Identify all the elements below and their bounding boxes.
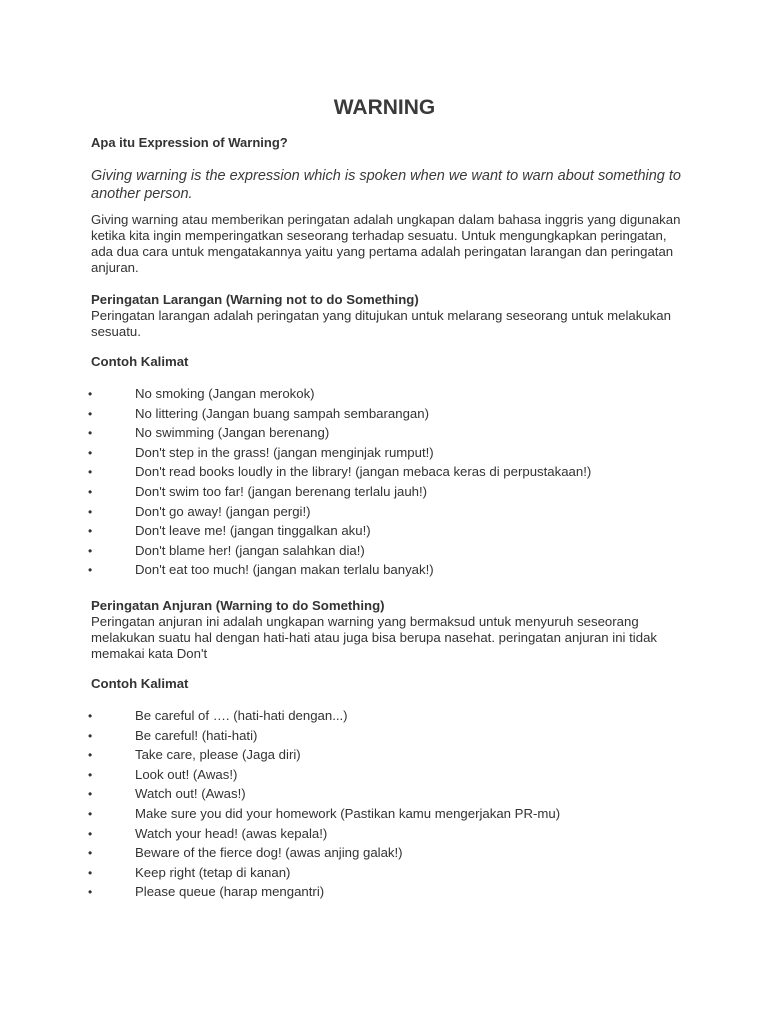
section-larangan-body: Peringatan larangan adalah peringatan yang ditujukan untuk melarang seseorang untuk melakukan sesuatu. xyxy=(91,308,671,339)
bullet-icon: • xyxy=(88,563,93,578)
list-item: • Make sure you did your homework (Pastikan kamu mengerjakan PR-mu) xyxy=(88,805,561,821)
list-item: • Watch your head! (awas kepala!) xyxy=(88,825,328,841)
list-item: • Watch out! (Awas!) xyxy=(88,786,246,802)
list-item: • Don't eat too much! (jangan makan terlalu banyak!) xyxy=(88,562,434,578)
question-heading: Apa itu Expression of Warning? xyxy=(91,135,288,150)
section-larangan xyxy=(91,292,689,340)
page-title: WARNING xyxy=(333,96,436,119)
bullet-icon: • xyxy=(88,728,93,743)
bullet-icon: • xyxy=(88,484,93,499)
section-anjuran-body: Peringatan anjuran ini adalah ungkapan warning yang bermaksud untuk menyuruh seseorang melakukan suatu hal dengan hati-hati atau juga bisa berupa nasehat. peringatan anjuran ini tidak memakai kata Don't xyxy=(91,614,657,661)
list-item: • Beware of the fierce dog! (awas anjing galak!) xyxy=(88,845,403,861)
list-item: • Don't step in the grass! (jangan menginjak rumput!) xyxy=(88,444,434,460)
list-item: • Don't leave me! (jangan tinggalkan aku!) xyxy=(88,523,371,539)
bullet-icon: • xyxy=(88,885,93,900)
bullet-icon: • xyxy=(88,806,93,821)
list-item: • No swimming (Jangan berenang) xyxy=(88,425,330,441)
list-item: • Don't blame her! (jangan salahkan dia!) xyxy=(88,542,365,558)
list-item: • Be careful! (hati-hati) xyxy=(88,727,258,743)
definition-text: Giving warning is the expression which is spoken when we want to warn about something to another person. xyxy=(91,168,681,202)
bullet-icon: • xyxy=(88,748,93,763)
bullet-icon: • xyxy=(88,709,93,723)
bullet-icon: • xyxy=(88,543,93,558)
bullet-icon: • xyxy=(88,865,93,880)
list-item: • Take care, please (Jaga diri) xyxy=(88,747,301,763)
list-item: • Keep right (tetap di kanan) xyxy=(88,864,291,880)
bullet-icon: • xyxy=(88,787,93,802)
section-anjuran-heading: Peringatan Anjuran (Warning to do Something) xyxy=(91,598,385,613)
bullet-icon: • xyxy=(88,445,93,460)
bullet-icon: • xyxy=(88,767,93,782)
bullet-icon: • xyxy=(88,387,93,401)
bullet-icon: • xyxy=(88,426,93,441)
bullet-icon: • xyxy=(88,826,93,841)
list-item: • Don't read books loudly in the library! (jangan mebaca keras di perpustakaan!) xyxy=(88,464,592,480)
examples-heading-larangan: Contoh Kalimat xyxy=(91,354,189,369)
section-larangan-heading: Peringatan Larangan (Warning not to do Something) xyxy=(91,292,419,307)
bullet-icon: • xyxy=(88,846,93,861)
list-item: • Please queue (harap mengantri) xyxy=(88,884,325,900)
examples-list-larangan xyxy=(88,386,691,582)
list-item: • Look out! (Awas!) xyxy=(88,766,238,782)
examples-heading-anjuran: Contoh Kalimat xyxy=(91,676,189,691)
bullet-icon: • xyxy=(88,465,93,480)
intro-paragraph: Giving warning atau memberikan peringatan adalah ungkapan dalam bahasa inggris yang digunakan ketika kita ingin memperingatkan seseorang terhadap sesuatu. Untuk mengungkapkan peringatan, ada dua cara untuk mengatakannya yaitu yang pertama adalah peringatan larangan dan peringatan anjuran. xyxy=(91,212,681,275)
list-item: • Don't swim too far! (jangan berenang terlalu jauh!) xyxy=(88,483,428,499)
section-anjuran xyxy=(91,598,689,662)
bullet-icon: • xyxy=(88,524,93,539)
list-item: • Don't go away! (jangan pergi!) xyxy=(88,503,311,519)
bullet-icon: • xyxy=(88,406,93,421)
bullet-icon: • xyxy=(88,504,93,519)
list-item: • Be careful of …. (hati-hati dengan...) xyxy=(88,708,348,723)
list-item: • No smoking (Jangan merokok) xyxy=(88,386,315,401)
examples-list-anjuran xyxy=(88,708,691,904)
list-item: • No littering (Jangan buang sampah sembarangan) xyxy=(88,405,429,421)
